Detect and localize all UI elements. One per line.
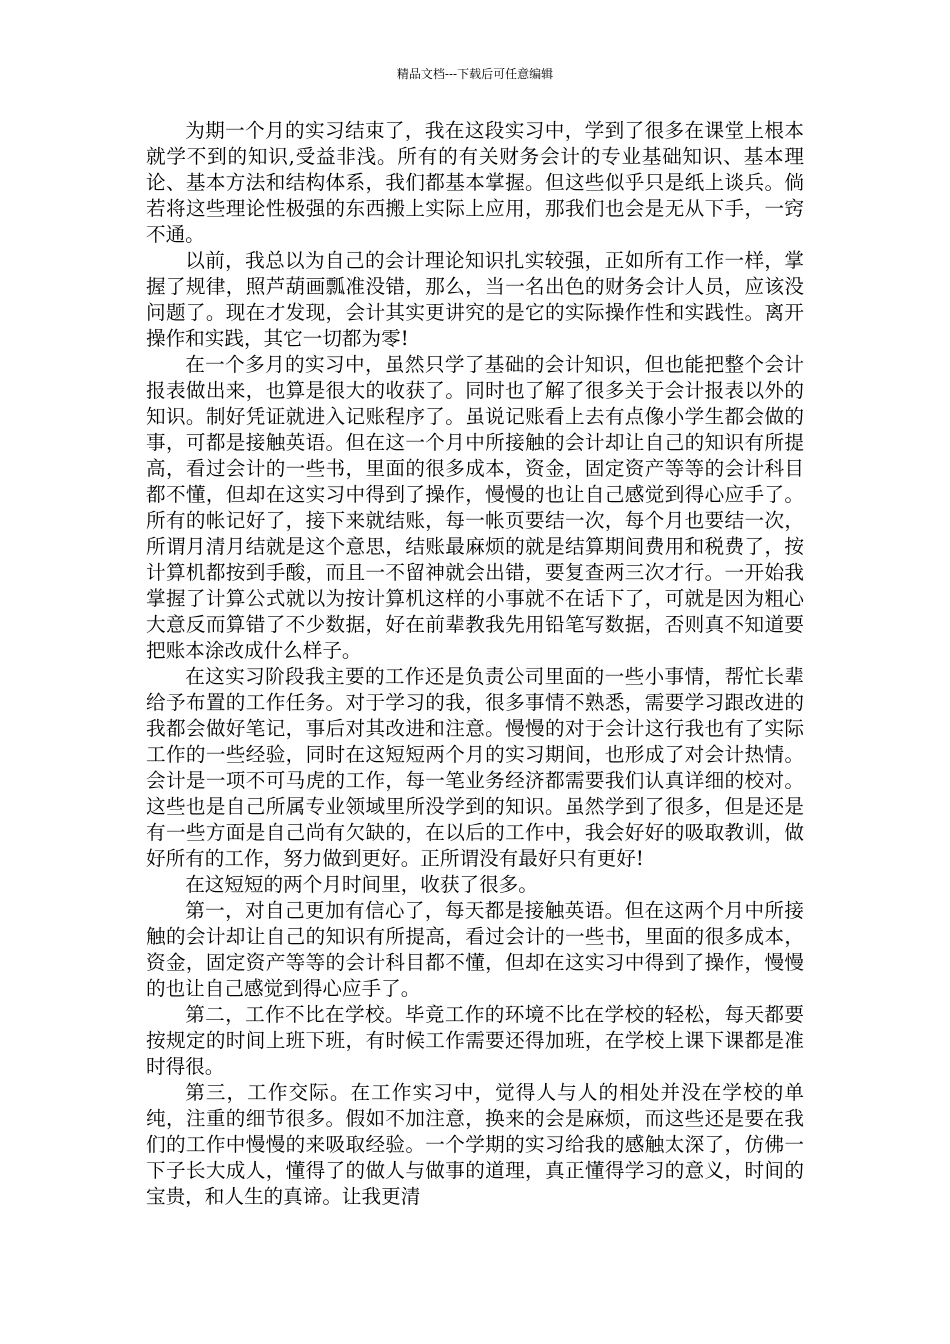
paragraph-6: 第一，对自己更加有信心了，每天都是接触英语。但在这两个月中所接触的会计却让自己的知识有所提高，看过会计的一些书，里面的很多成本，资金，固定资产等等的会计科目都不懂，但却在这实习中得到了操作，慢慢的也让自己感觉到得心应手了。 (146, 899, 804, 1000)
paragraph-5: 在这短短的两个月时间里，收获了很多。 (185, 873, 538, 896)
paragraph-2: 以前，我总以为自己的会计理论知识扎实较强，正如所有工作一样，掌握了规律，照芦葫画瓢准没错，那么，当一名出色的财务会计人员，应该没问题了。现在才发现，会计其实更讲究的是它的实际操作性和实践性。离开操作和实践，其它一切都为零! (146, 249, 804, 350)
paragraph-3: 在一个多月的实习中，虽然只学了基础的会计知识，但也能把整个会计报表做出来，也算是很大的收获了。同时也了解了很多关于会计报表以外的知识。制好凭证就进入记账程序了。虽说记账看上去有点像小学生都会做的事，可都是接触英语。但在这一个月中所接触的会计却让自己的知识有所提高，看过会计的一些书，里面的很多成本，资金，固定资产等等的会计科目都不懂，但却在这实习中得到了操作，慢慢的也让自己感觉到得心应手了。所有的帐记好了，接下来就结账，每一帐页要结一次，每个月也要结一次，所谓月清月结就是这个意思，结账最麻烦的就是结算期间费用和税费了，按计算机都按到手酸，而且一不留神就会出错，要复查两三次才行。一开始我掌握了计算公式就以为按计算机这样的小事就不在话下了，可就是因为粗心大意反而算错了不少数据，好在前辈教我先用铅笔写数据，否则真不知道要把账本涂改成什么样子。 (146, 353, 804, 662)
paragraph-7: 第二，工作不比在学校。毕竟工作的环境不比在学校的轻松，每天都要按规定的时间上班下班，有时候工作需要还得加班，在学校上课下课都是准时得很。 (146, 1003, 804, 1078)
paragraph-1: 为期一个月的实习结束了，我在这段实习中，学到了很多在课堂上根本就学不到的知识,受益非浅。所有的有关财务会计的专业基础知识、基本理论、基本方法和结构体系，我们都基本掌握。但这些似乎只是纸上谈兵。倘若将这些理论性极强的东西搬上实际上应用，那我们也会是无从下手，一窍不通。 (146, 119, 804, 246)
page-header: 精品文档---下载后可任意编辑 (396, 67, 554, 81)
paragraph-8: 第三，工作交际。在工作实习中，觉得人与人的相处并没在学校的单纯，注重的细节很多。假如不加注意，换来的会是麻烦，而这些还是要在我们的工作中慢慢的来吸取经验。一个学期的实习给我的感触太深了，仿佛一下子长大成人，懂得了的做人与做事的道理，真正懂得学习的意义，时间的宝贵，和人生的真谛。让我更清 (146, 1081, 804, 1208)
paragraph-4: 在这实习阶段我主要的工作还是负责公司里面的一些小事情，帮忙长辈给予布置的工作任务。对于学习的我，很多事情不熟悉，需要学习跟改进的我都会做好笔记，事后对其改进和注意。慢慢的对于会计这行我也有了实际工作的一些经验，同时在这短短两个月的实习期间，也形成了对会计热情。会计是一项不可马虎的工作，每一笔业务经济都需要我们认真详细的校对。这些也是自己所属专业领域里所没学到的知识。虽然学到了很多，但是还是有一些方面是自己尚有欠缺的，在以后的工作中，我会好好的吸取教训，做好所有的工作，努力做到更好。正所谓没有最好只有更好! (146, 665, 804, 870)
document-body (146, 118, 804, 1210)
